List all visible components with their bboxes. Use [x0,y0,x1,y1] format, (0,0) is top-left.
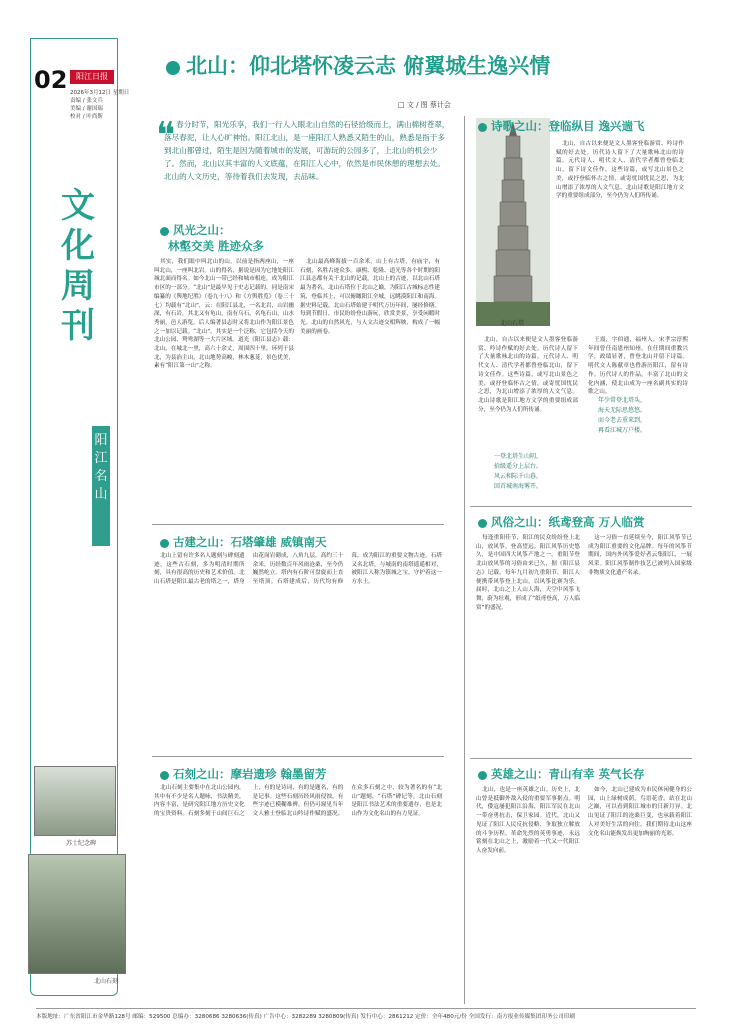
column-10: 如今，北山已建成为市民休闲健身的公园，山上绿树成荫，鸟语花香。站在北山之巅，可以看到阳江城市的日新月异。北山见证了阳江的沧桑巨变，也承载着阳江人对美好生活的向往。我们期待北山这座文化名山能焕发出更加绚丽的光彩。 [588,787,692,837]
design-line: 美编 / 谢国瑞 [70,106,103,112]
brand-logo: 阳江日报 [70,70,114,84]
column-3: 北山上留有许多名人题刻与碑刻遗迹，这些古石刻，多为明清时期所刻，具有很高的历史和艺术价值。北山石塔是阳江最古老的塔之一，塔身由花岗岩砌成，八角九层，高约三十余米，历经数百年风雨沧桑，至今仍巍然屹立。塔内有石阶可盘旋而上直至塔顶。石塔建成后，历代均有修葺，成为阳江的重要文物古迹。石塔又名北塔，与城南的南塔遥遥相对，被阳江人称为镇城之宝，守护着这一方水土。 [154,553,442,586]
column-8: 这一习俗一直延续至今，阳江风筝节已成为阳江重要的文化品牌。每年的风筝节期间，国内外风筝爱好者云集阳江，一展风采。阳江风筝制作技艺已被列入国家级非物质文化遗产名录。 [588,535,692,576]
stone-photo [28,854,126,974]
section-bullet-icon [478,123,487,132]
footer: 本版地址：广东省阳江市金华路128号 邮编：529500 总编办：3280686 3280636(传真) 广告中心：3282289 3280809(传真) 发行中心：2861212 定价：全年480元/份 全国发行：南方报业传媒集团印务公司印刷 [36,1014,575,1020]
column-9: 北山，也是一座英雄之山。历史上，北山曾是抵御外敌入侵的重要军事据点。明代，倭寇屡犯阳江沿海，阳江军民在北山一带奋勇抗击，保卫家园。近代，北山又见证了阳江人民反抗侵略、争取独立解放的斗争历程。革命先烈的英勇事迹，永远铭刻在北山之上，激励着一代又一代阳江人奋发向前。 [476,787,580,854]
headline-text: 北山：仰北塔怀凌云志 俯翼城生逸兴情 [186,53,551,78]
column-7: 每逢重阳佳节，阳江的民众纷纷登上北山，放风筝，登高望远。阳江风筝历史悠久，是中国四大风筝产地之一。重阳节登北山放风筝的习俗由来已久，据《阳江县志》记载，每年九月初九重阳节，阳江人便携带风筝登上北山，以风筝比赛为乐。届时，北山之上人山人海，天空中风筝飞舞，蔚为壮观，形成了“纸鸢登高，万人临赏”的盛况。 [476,535,580,611]
column-divider [464,116,465,1004]
section-bullet-icon [160,539,169,548]
column-2: 北山最高峰海拔一百余米，山上有古塔，有庙宇，有石刻，名胜古迹众多。康熙、乾隆、道光等各个时期的阳江县志都有关于北山的记载。北山上的古迹，以北山石塔最为著名。北山石塔位于北山之巅，为阳江古城标志性建筑，登临其上，可以俯瞰阳江全城，远眺漠阳江和南海。据史料记载，北山石塔始建于明代万历年间，屡经修缮。每到节假日，市民纷纷登山游玩，欣赏美景，享受闲暇时光。北山的自然风光，与人文古迹交相辉映，构成了一幅美丽的画卷。 [300,259,440,335]
section-inscriptions: 石刻之山：摩岩遗珍 翰墨留芳 [160,766,327,782]
intro-text: 春分时节，阳光乐享，我们一行人入眼北山自然的石径拾级而上，满山棉树苍翠，落尽春泥，让人心旷神怡。阳江北山，是一座阳江人熟悉又陌生的山，熟悉是指于多到北山都曾过，陌生是因为随着城市的发展，可游玩的公园多了，上北山的机会少了。然而，北山以其丰富的人文底蕴，在阳江人心中，依然是市民休憩的理想去处。北山的人文历史，等待着我们去发现，去品味。 [164,120,450,181]
editor-line: 责编 / 张文兵 [70,98,103,104]
poem-2: 年少常登北塔头， 海天无际思悠悠。 而今老去重来到， 再看江城万户楼。 [598,397,647,434]
quote-mark-icon: ❝ [156,115,176,156]
section-bullet-icon [478,519,487,528]
column-5b: 北山，自古以来便是文人墨客登临游赏、吟诗作赋的好去处。历代诗人留下了大量歌咏北山的诗篇。元代诗人、明代文人、清代学者都曾登临北山，留下诗文佳作。这些诗篇，或写北山景色之美，或抒登临怀古之情，或寄忧国忧民之思，为北山增添了浓厚的人文气息。北山诗歌是阳江地方文学的重要组成部分，至今仍为人们所传诵。 [478,337,578,413]
poem-1: 一登北塔生山阴， 拾级遥分上层台。 风云相际千山暮， 回首城南海雾开。 [494,453,543,490]
section-title: 文化周刊 [61,186,95,346]
divider [470,758,692,759]
divider [152,524,444,525]
date-line: 2026年3月12日 星期日 [70,90,130,96]
pagoda-caption: 北山石塔 [500,320,525,327]
section-heroes: 英雄之山：青山有幸 英气长存 [478,766,645,782]
section-tag: 阳江名山 [92,426,110,546]
divider [470,506,692,507]
section-customs: 风俗之山：纸鸢登高 万人临赏 [478,514,645,530]
intro [156,115,451,210]
proof-line: 校对 / 叶尚斯 [70,114,103,120]
section-bullet-icon [478,771,487,780]
divider [152,756,444,757]
byline: □ 文 / 图 蔡计会 [398,101,451,109]
poet-caption: 苏士纪念碑 [66,840,97,847]
poet-photo [34,766,116,836]
column-5: 北山，自古以来便是文人墨客登临游赏、吟诗作赋的好去处。历代诗人留下了大量歌咏北山的诗篇。元代诗人、明代文人、清代学者都曾登临北山，留下诗文佳作。这些诗篇，或写北山景色之美，或抒登临怀古之情，或寄忧国忧民之思，为北山增添了浓厚的人文气息。北山诗歌是阳江地方文学的重要组成部分，至今仍为人们所传诵。 [556,141,684,200]
headline-bullet-icon [166,61,180,75]
section-poetry: 诗歌之山：登临纵目 逸兴遄飞 [478,118,645,134]
section-scenery: 风光之山： [160,222,231,238]
column-1: 其实，我们眼中叫北山的山，以前是指两座山，一座叫北山，一座叫北岩。山的得名，据说是因为它地处阳江城北面而得名。如今北山一带已经和城市相连，成为阳江市区的一部分。“北山”是最早见于史志记载的，同是南宋编纂的《舆地纪胜》（卷九十八）和《方舆胜览》（卷三十七）均载有“北山”，云：在阳江县北，一名北岩，山岩幽深，有石岩，其北又有龟山，南有乌石，名龟石山，山水秀丽，邑人游览。后人编著县志时又将北山作为阳江景色之一加以记载。“北山”，其实是一个泛称，它包括今天的北山公园、鸳鸯湖等一大片区域。道光《阳江县志》载：北山，在城北一里，高六十余丈，周围四十里，环列于县北，为县治主山。北山地势高峻，林木葱茏，景色优美，素有“阳江第一山”之称。 [154,259,294,370]
section-bullet-icon [160,227,169,236]
footer-rule [36,1008,696,1009]
section-architecture: 古建之山：石塔肇雄 威镇南天 [160,534,327,550]
column-4: 北山石刻主要集中在北山公园内，其中有不少是名人题咏，书法精美，内容丰富，是研究阳江地方历史文化的宝贵资料。石刻多刻于山间巨石之上，有的是诗词，有的是题名，有的是记事。这些石刻历经风雨侵蚀，有些字迹已模糊难辨，但仍可窥见当年文人雅士登临北山吟诗作赋的盛况。在众多石刻之中，较为著名的有“北山”题刻、“石塔”碑记等。北山石刻是阳江书法艺术的重要遗存，也是北山作为文化名山的有力见证。 [154,785,442,818]
headline [166,50,686,80]
pagoda-photo [476,118,550,326]
section-bullet-icon [160,771,169,780]
left-rail [22,38,130,1010]
page-number: 02 [34,66,68,94]
stone-caption: 北山石刻 [94,978,119,985]
section-scenery-subtitle: 林壑交美 胜迹众多 [168,239,265,253]
column-6: 王震，字伯通，福州人，宋孝宗淳熙年间曾任南恩州知州，在任期间重教兴学，政绩显著，曾登北山并留下诗篇。明代文人陈献章也曾游历阳江，留有诗作。历代诗人的作品，丰富了北山的文化内涵，使北山成为一座名副其实的诗歌之山。 [588,337,688,396]
